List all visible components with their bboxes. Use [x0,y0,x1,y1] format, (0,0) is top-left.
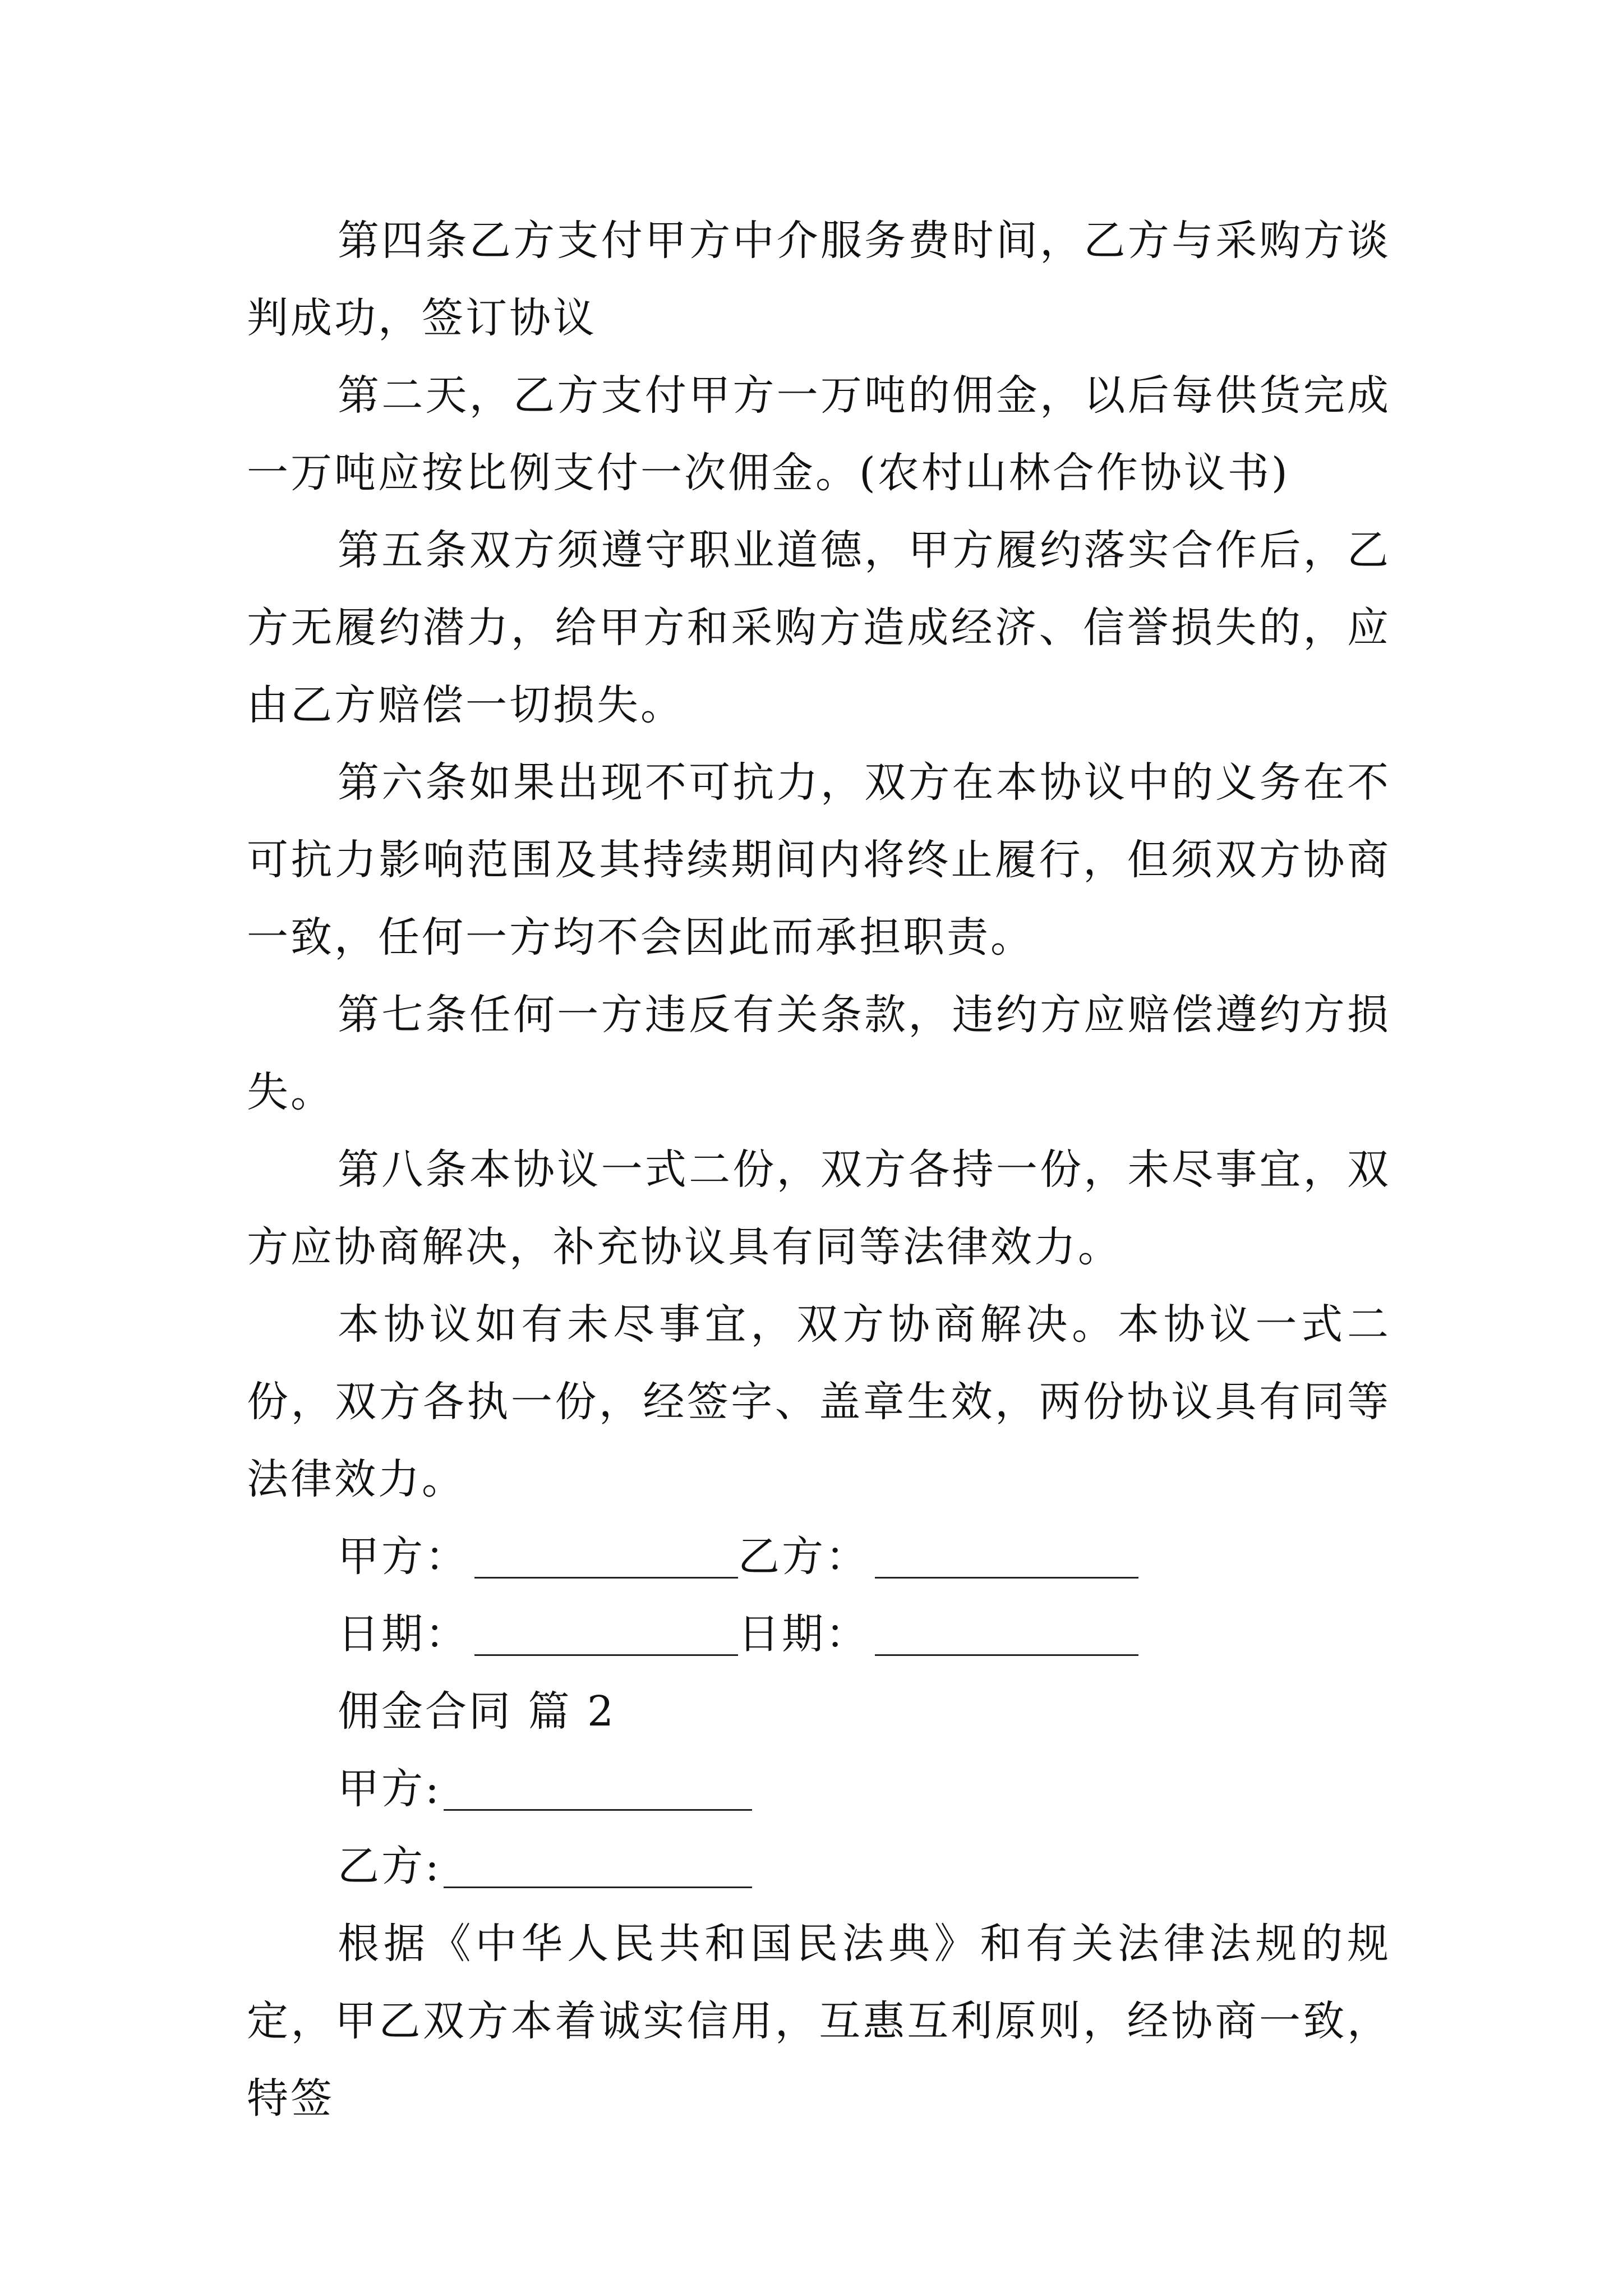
article-5-paragraph: 第五条双方须遵守职业道德，甲方履约落实合作后，乙方无履约潜力，给甲方和采购方造成经济、信誉损失的，应由乙方赔偿一切损失。 [247,526,1391,729]
article-6-paragraph: 第六条如果出现不可抗力，双方在本协议中的义务在不可抗力影响范围及其持续期间内将终止履行，但须双方协商一致，任何一方均不会因此而承担职责。 [247,758,1391,961]
article-7-paragraph: 第七条任何一方违反有关条款，违约方应赔偿遵约方损失。 [247,991,1391,1116]
party-b-date-blank [875,1654,1138,1656]
commission-payment-paragraph: 第二天，乙方支付甲方一万吨的佣金，以后每供货完成一万吨应按比例支付一次佣金。(农村山林合作协议书) [247,371,1391,497]
article-4-paragraph: 第四条乙方支付甲方中介服务费时间，乙方与采购方谈判成功，签订协议 [247,217,1391,342]
section-2-party-a-blank [444,1809,752,1811]
section-2-party-b-blank [444,1887,752,1888]
party-a-date-label: 日期： [338,1610,469,1658]
party-b-signature-label: 乙方： [738,1533,869,1581]
section-2-party-b-row [247,1828,1391,1905]
party-a-signature-blank [474,1577,738,1579]
article-8-paragraph: 第八条本协议一式二份，双方各持一份，未尽事宜，双方应协商解决，补充协议具有同等法律效力。 [247,1145,1391,1271]
section-2-preamble-paragraph: 根据《中华人民共和国民法典》和有关法律法规的规定，甲乙双方本着诚实信用，互惠互利原则，经协商一致，特签 [247,1920,1391,2123]
party-b-date-label: 日期： [738,1610,869,1658]
section-2-party-a-label: 甲方: [338,1765,441,1813]
party-b-signature-blank [875,1577,1138,1579]
document-body [247,202,1391,2137]
closing-paragraph: 本协议如有未尽事宜，双方协商解决。本协议一式二份，双方各执一份，经签字、盖章生效，两份协议具有同等法律效力。 [247,1300,1391,1503]
section-2-party-b-label: 乙方: [338,1842,441,1890]
party-a-signature-label: 甲方： [338,1533,469,1581]
party-a-date-blank [474,1654,738,1656]
signature-row [247,1518,1391,1595]
section-2-heading: 佣金合同 篇 2 [338,1687,616,1736]
date-row [247,1595,1391,1673]
section-2-party-a-row [247,1750,1391,1828]
